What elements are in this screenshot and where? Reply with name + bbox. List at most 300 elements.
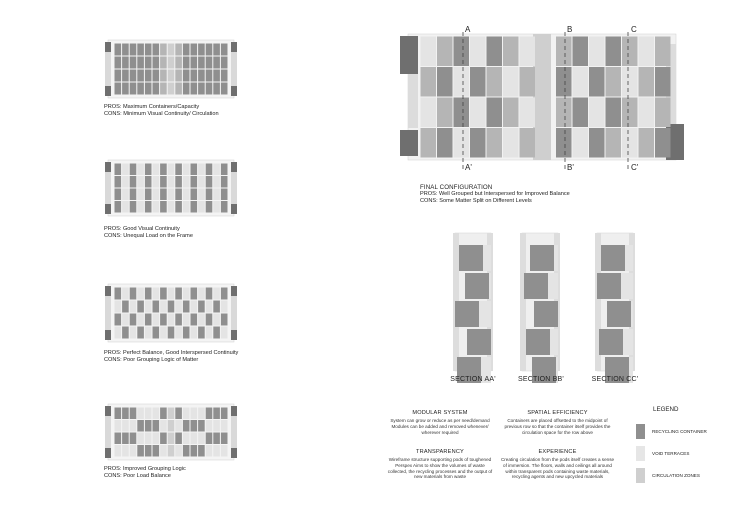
final-plan-module — [487, 98, 503, 128]
option-2-plan-left-cap-bottom — [105, 204, 111, 214]
option-4-plan-module — [191, 420, 198, 432]
section-bb-container — [524, 273, 548, 299]
option-4-plan-module — [206, 420, 213, 432]
final-plan-circulation-spine — [533, 34, 551, 160]
option-1-plan-module — [137, 83, 144, 95]
legend-swatch-recycling-container — [636, 424, 645, 439]
option-2-plan-right-cap-top — [231, 162, 237, 172]
final-plan-module — [437, 98, 453, 128]
option-2-plan-module — [206, 201, 213, 213]
option-1-plan-module — [137, 44, 144, 56]
section-bb-void — [554, 245, 558, 271]
option-2-plan-module — [153, 201, 160, 213]
option-1-plan-module — [153, 57, 160, 69]
option-1-plan-module — [168, 83, 175, 95]
option-4-plan-module — [130, 420, 137, 432]
option-3-plan-module — [221, 301, 228, 313]
final-plan-module — [520, 67, 536, 97]
option-2-plan-module — [198, 164, 205, 176]
option-3-plan-module — [175, 327, 182, 339]
option-4-plan-module — [206, 433, 213, 445]
option-4-plan-module — [137, 433, 144, 445]
option-4-plan-module — [213, 445, 220, 457]
option-3-plan-module — [206, 301, 213, 313]
final-plan-module — [622, 37, 638, 67]
legend — [636, 424, 726, 494]
note-transparency-body: Wireframe structure supporting pods of toughened Perspex Aims to show the volumes of waste collected, the recycling processes and the output of new materials from waste — [387, 457, 493, 480]
option-2-plan-right-cap-bottom — [231, 204, 237, 214]
option-1-plan-module — [122, 83, 129, 95]
option-2-plan-module — [206, 176, 213, 188]
option-4-plan-module — [168, 408, 175, 420]
option-4-plan-module — [213, 408, 220, 420]
option-1-plan-module — [175, 70, 182, 82]
option-3-plan-module — [221, 314, 228, 326]
final-plan-module — [589, 128, 605, 158]
option-4-pros: PROS: Improved Grouping Logic — [104, 466, 186, 472]
final-plan-module — [606, 98, 622, 128]
final-plan-module — [556, 128, 572, 158]
option-4-plan-module — [130, 445, 137, 457]
option-3-plan-module — [137, 314, 144, 326]
option-1-plan-module — [130, 44, 137, 56]
final-plan-module — [606, 67, 622, 97]
option-4-plan-module — [183, 445, 190, 457]
option-1-plan-module — [153, 44, 160, 56]
option-2-plan-module — [130, 189, 137, 201]
option-1-plan-module — [115, 44, 122, 56]
section-bb-label: SECTION BB' — [518, 376, 564, 383]
option-4-plan-module — [175, 420, 182, 432]
option-2-plan-module — [137, 201, 144, 213]
option-1-cons: CONS: Minimum Visual Continuity/ Circulation — [104, 111, 219, 117]
option-2-caption — [104, 226, 193, 240]
option-1-plan-module — [137, 57, 144, 69]
option-3-plan-module — [206, 327, 213, 339]
final-plan-module — [520, 128, 536, 158]
final-plan-module — [655, 98, 671, 128]
option-2-plan-module — [213, 189, 220, 201]
option-3-plan-module — [168, 327, 175, 339]
section-cc-void — [621, 273, 633, 299]
note-spatial-title: SPATIAL EFFICIENCY — [527, 410, 588, 416]
option-2-plan-module — [168, 189, 175, 201]
option-2-plan-module — [191, 164, 198, 176]
option-4-plan-module — [137, 408, 144, 420]
option-1-plan-module — [221, 44, 228, 56]
option-1-plan-right-cap-top — [231, 42, 237, 52]
final-plan-module — [589, 67, 605, 97]
final-plan-module — [556, 37, 572, 67]
option-3-plan-module — [213, 327, 220, 339]
option-1-plan-module — [130, 57, 137, 69]
final-plan-module — [454, 128, 470, 158]
cut-label-a: A — [465, 25, 471, 34]
option-4-plan-module — [221, 433, 228, 445]
option-4-plan-left-cap-bottom — [105, 448, 111, 458]
note-modular-system — [385, 410, 495, 435]
note-modular-body: System can grow or reduce as per need/demand Modules can be added and removed whenever/ wherever required — [390, 418, 490, 435]
option-2-plan-module — [160, 176, 167, 188]
option-1-plan-module — [160, 44, 167, 56]
option-1-plan-module — [183, 70, 190, 82]
option-1-plan-module — [183, 83, 190, 95]
option-1-plan-right-end — [231, 48, 237, 90]
option-2-plan-module — [191, 201, 198, 213]
option-4-plan-module — [153, 445, 160, 457]
final-plan-module — [470, 67, 486, 97]
option-2-plan-module — [115, 201, 122, 213]
option-2-plan-module — [130, 176, 137, 188]
option-3-plan-module — [115, 288, 122, 300]
option-3-plan-module — [122, 327, 129, 339]
option-4-plan-module — [115, 433, 122, 445]
option-1-plan-module — [221, 57, 228, 69]
option-3-plan-module — [198, 314, 205, 326]
option-1-plan-module — [191, 83, 198, 95]
option-3-plan-module — [168, 301, 175, 313]
option-2-plan-left-end — [105, 168, 111, 208]
option-4-plan-module — [206, 408, 213, 420]
final-plan-module — [487, 128, 503, 158]
option-3-plan-module — [191, 327, 198, 339]
option-4-plan-module — [198, 433, 205, 445]
legend-label-circulation-zones: CIRCULATION ZONES — [652, 473, 700, 478]
option-1-plan-left-end — [105, 48, 111, 90]
option-3-plan-right-cap-top — [231, 286, 237, 296]
note-modular-title: MODULAR SYSTEM — [412, 410, 468, 416]
option-3-plan-module — [137, 301, 144, 313]
option-2-plan-module — [183, 201, 190, 213]
final-plan-module — [573, 128, 589, 158]
option-3-plan-module — [130, 327, 137, 339]
option-4-plan-module — [153, 420, 160, 432]
option-1-plan-module — [198, 70, 205, 82]
option-4-plan-module — [191, 408, 198, 420]
option-3-plan-left-cap-bottom — [105, 330, 111, 340]
final-plan-module — [437, 128, 453, 158]
section-cc-void — [631, 301, 633, 327]
option-2-plan-module — [137, 164, 144, 176]
option-3-cons: CONS: Poor Grouping Logic of Matter — [104, 357, 199, 363]
option-1-plan-module — [198, 44, 205, 56]
option-2-plan-module — [175, 189, 182, 201]
option-4-plan-module — [115, 408, 122, 420]
option-1-plan-module — [122, 44, 129, 56]
option-4-plan-module — [153, 433, 160, 445]
option-4-plan-module — [183, 408, 190, 420]
final-plan-module — [573, 67, 589, 97]
option-4-plan-module — [122, 445, 129, 457]
option-4-plan-left-cap-top — [105, 406, 111, 416]
option-2-plan-module — [183, 164, 190, 176]
section-bb-void — [550, 329, 558, 355]
option-4-plan-module — [130, 433, 137, 445]
final-plan-module — [639, 67, 655, 97]
option-3-plan-module — [160, 301, 167, 313]
option-2-plan-left-cap-top — [105, 162, 111, 172]
option-4-plan-module — [115, 445, 122, 457]
option-4-plan-module — [160, 420, 167, 432]
option-1-plan-module — [115, 70, 122, 82]
option-3-plan-module — [168, 288, 175, 300]
option-4-plan-right-cap-bottom — [231, 448, 237, 458]
final-plan-module — [606, 128, 622, 158]
option-4-plan-module — [145, 408, 152, 420]
option-1-plan-module — [160, 83, 167, 95]
option-2-plan-module — [145, 176, 152, 188]
option-1-plan-module — [183, 57, 190, 69]
final-plan-module — [487, 37, 503, 67]
final-plan-module — [556, 98, 572, 128]
final-plan-module — [421, 128, 437, 158]
section-bb-container — [526, 329, 550, 355]
note-spatial-body: Containers are placed offsetted to the midpoint of previous row so that the container itself provides the circulation space for the row above — [504, 418, 611, 435]
option-3-plan-module — [145, 301, 152, 313]
option-2-plan-module — [153, 189, 160, 201]
final-plan-module — [556, 67, 572, 97]
option-3-pros: PROS: Perfect Balance, Good Interspersed Continuity — [104, 350, 239, 356]
option-1-plan-module — [145, 83, 152, 95]
final-cons: CONS: Some Matter Split on Different Levels — [420, 198, 532, 204]
final-plan-module — [454, 98, 470, 128]
option-2-plan-module — [153, 176, 160, 188]
note-experience-title: EXPERIENCE — [538, 449, 577, 455]
legend-title: LEGEND — [653, 406, 679, 413]
final-plan-module — [503, 67, 519, 97]
final-plan-module — [421, 98, 437, 128]
final-plan-module — [655, 37, 671, 67]
option-4-plan-module — [221, 445, 228, 457]
option-3-plan-module — [206, 314, 213, 326]
option-4-cons: CONS: Poor Load Balance — [104, 473, 171, 479]
section-aa-container — [465, 273, 489, 299]
option-2-plan-module — [213, 176, 220, 188]
option-3-plan-module — [221, 327, 228, 339]
option-2-plan-module — [122, 189, 129, 201]
option-2-plan-module — [221, 201, 228, 213]
option-4-plan-module — [145, 445, 152, 457]
section-bb-container — [534, 301, 558, 327]
option-3-plan-module — [198, 301, 205, 313]
option-4-plan-module — [191, 445, 198, 457]
option-3-plan-module — [183, 327, 190, 339]
option-4-plan-right-end — [231, 412, 237, 452]
option-1-plan-module — [221, 83, 228, 95]
option-4-plan-module — [168, 445, 175, 457]
note-spatial-efficiency — [500, 410, 615, 435]
section-aa-void — [489, 273, 491, 299]
note-experience-body: Creating circulation from the pods itself creates a sense of immersion. The floors, walls and ceilings all around within transparent pods containing waste materials, recycling agents and new upcycled materials — [500, 457, 615, 480]
cut-label-b: B — [567, 25, 573, 34]
final-plan-module — [639, 128, 655, 158]
option-1-plan-module — [145, 70, 152, 82]
option-1-plan-module — [145, 44, 152, 56]
option-3-plan-module — [213, 301, 220, 313]
option-2-plan-right-end — [231, 168, 237, 208]
option-2-plan-module — [137, 176, 144, 188]
option-1-plan-module — [198, 57, 205, 69]
final-plan-module — [470, 98, 486, 128]
option-3-plan-module — [168, 314, 175, 326]
option-2-plan-module — [213, 164, 220, 176]
option-2-plan-module — [198, 189, 205, 201]
option-1-plan-module — [122, 70, 129, 82]
option-3-plan-module — [130, 314, 137, 326]
option-4-plan-right-cap-top — [231, 406, 237, 416]
option-4-plan-left-end — [105, 412, 111, 452]
option-4-plan-module — [122, 433, 129, 445]
final-plan-module — [503, 98, 519, 128]
final-plan-module — [639, 37, 655, 67]
option-3-plan-module — [213, 314, 220, 326]
option-3-plan-module — [153, 288, 160, 300]
option-3-plan-module — [145, 288, 152, 300]
option-1-plan-module — [213, 83, 220, 95]
final-plan-module — [454, 37, 470, 67]
section-aa-void — [483, 245, 491, 271]
option-1-plan-module — [175, 44, 182, 56]
option-1-plan-module — [183, 44, 190, 56]
cut-label-c: C — [631, 25, 637, 34]
option-2-plan-module — [137, 189, 144, 201]
option-2-plan-module — [122, 176, 129, 188]
option-1-plan-module — [130, 83, 137, 95]
section-cc-container — [599, 329, 623, 355]
option-1-plan-module — [206, 83, 213, 95]
final-plan-module — [470, 37, 486, 67]
option-2-plan-module — [175, 201, 182, 213]
option-4-caption — [104, 466, 186, 480]
option-3-plan-module — [153, 314, 160, 326]
final-plan-module — [655, 128, 671, 158]
option-3-plan-module — [221, 288, 228, 300]
option-1-plan-module — [175, 57, 182, 69]
legend-swatch-circulation-zones — [636, 468, 645, 483]
final-plan-left-end — [408, 74, 418, 128]
option-1-plan-module — [145, 57, 152, 69]
option-1-plan-module — [130, 70, 137, 82]
option-1-plan-module — [213, 70, 220, 82]
option-4-plan-module — [213, 433, 220, 445]
final-plan-module — [470, 128, 486, 158]
option-3-plan-module — [206, 288, 213, 300]
option-2-plan-module — [160, 201, 167, 213]
section-aa-container — [455, 301, 479, 327]
note-transparency-title: TRANSPARENCY — [416, 449, 464, 455]
option-2-plan-module — [145, 189, 152, 201]
option-4-plan-module — [168, 420, 175, 432]
option-2-plan-module — [213, 201, 220, 213]
section-bb-container — [530, 245, 554, 271]
option-3-caption — [104, 350, 238, 364]
option-3-plan-module — [191, 301, 198, 313]
option-3-plan-module — [213, 288, 220, 300]
option-3-plan-module — [153, 327, 160, 339]
section-cc-container — [597, 273, 621, 299]
option-1-plan-module — [153, 70, 160, 82]
option-1-plan-left-cap-bottom — [105, 86, 111, 96]
option-1-plan-module — [168, 70, 175, 82]
note-experience — [500, 449, 615, 480]
section-aa-container — [467, 329, 491, 355]
option-2-plan-module — [130, 164, 137, 176]
option-3-plan-module — [183, 288, 190, 300]
legend-swatch-void-terraces — [636, 446, 645, 461]
final-plan-module — [454, 67, 470, 97]
option-1-pros: PROS: Maximum Containers/Capacity — [104, 104, 200, 110]
option-1-plan-module — [137, 70, 144, 82]
cut-label-c-prime: C' — [631, 163, 639, 172]
option-4-plan-module — [175, 408, 182, 420]
final-plan-module — [622, 67, 638, 97]
option-3-plan-module — [153, 301, 160, 313]
option-3-plan-module — [160, 314, 167, 326]
final-caption — [420, 184, 570, 205]
option-2-plan-module — [183, 189, 190, 201]
option-2-plan-module — [130, 201, 137, 213]
section-aa-label: SECTION AA' — [450, 376, 496, 383]
option-2-plan-module — [160, 189, 167, 201]
option-2-plan-module — [206, 164, 213, 176]
final-plan-module — [589, 37, 605, 67]
option-3-plan-module — [115, 301, 122, 313]
note-transparency — [385, 449, 495, 480]
option-4-plan-module — [168, 433, 175, 445]
option-3-plan-module — [145, 327, 152, 339]
option-4-plan-module — [221, 408, 228, 420]
option-3-plan-module — [122, 301, 129, 313]
option-3-plan-module — [191, 288, 198, 300]
final-plan-module — [573, 37, 589, 67]
option-1-plan-left-cap-top — [105, 42, 111, 52]
option-2-plan-module — [122, 201, 129, 213]
cut-label-b-prime: B' — [567, 163, 574, 172]
option-1-plan-module — [191, 44, 198, 56]
option-4-plan-module — [175, 445, 182, 457]
option-1-caption — [104, 104, 219, 118]
legend-label-recycling-container: RECYCLING CONTAINER — [652, 429, 707, 434]
final-plan-module — [421, 67, 437, 97]
option-1-plan-module — [191, 57, 198, 69]
option-3-plan-module — [183, 301, 190, 313]
final-plan-module — [520, 98, 536, 128]
final-plan-left-cap-top — [400, 36, 418, 74]
option-3-plan-module — [130, 288, 137, 300]
option-1-plan-module — [206, 57, 213, 69]
option-2-plan-module — [221, 164, 228, 176]
option-1-plan-module — [160, 70, 167, 82]
option-4-plan-module — [175, 433, 182, 445]
option-4-plan-module — [115, 420, 122, 432]
option-3-plan-module — [160, 288, 167, 300]
option-3-plan-module — [183, 314, 190, 326]
option-4-plan-module — [198, 445, 205, 457]
option-4-plan-module — [130, 408, 137, 420]
cut-label-a-prime: A' — [465, 163, 472, 172]
legend-label-void-terraces: VOID TERRACES — [652, 451, 690, 456]
option-4-plan-module — [206, 445, 213, 457]
final-plan-module — [503, 128, 519, 158]
option-4-plan-module — [153, 408, 160, 420]
final-plan-module — [437, 67, 453, 97]
option-2-plan-module — [160, 164, 167, 176]
option-1-plan-module — [153, 83, 160, 95]
option-4-plan-module — [183, 420, 190, 432]
section-cc-void — [623, 329, 633, 355]
option-2-plan-module — [115, 176, 122, 188]
option-3-plan-module — [191, 314, 198, 326]
